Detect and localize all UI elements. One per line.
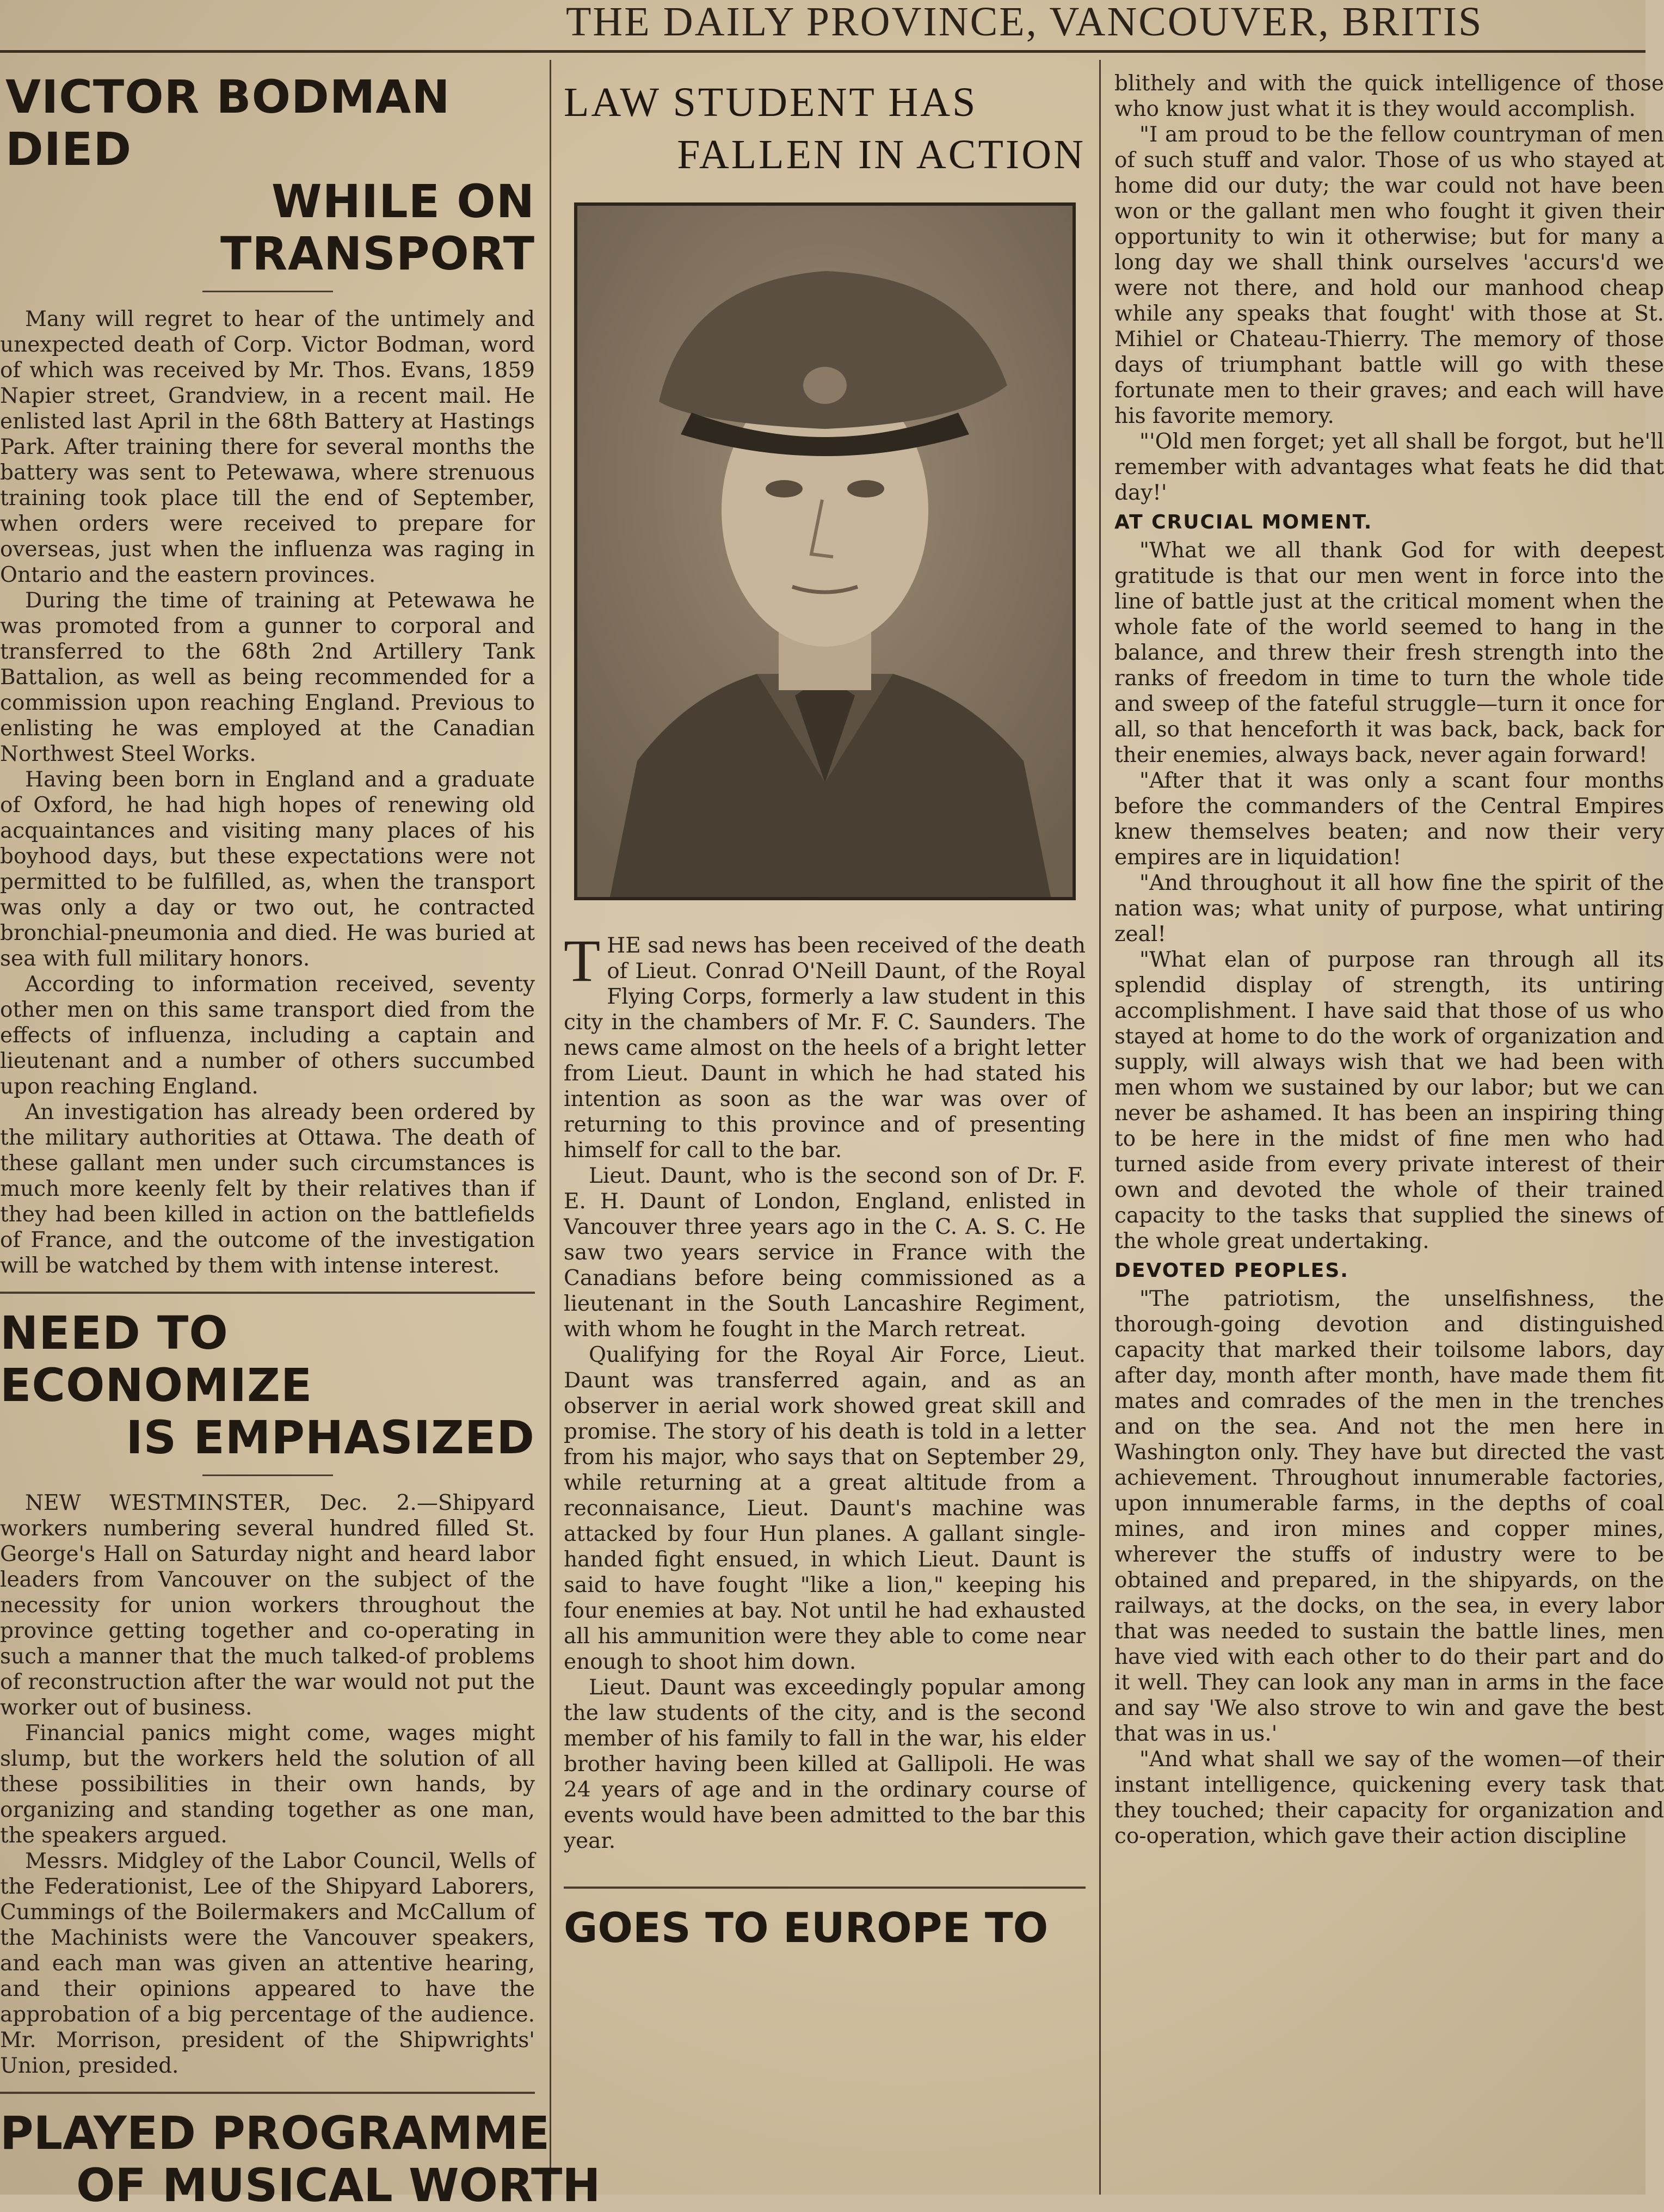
- portrait-soldier-image: [577, 206, 1073, 897]
- law-student-paragraph-1-text: HE sad news has been received of the death of Lieut. Conrad O'Neill Daunt, of the Royal Flying Corps, formerly a law student in this city in the chambers of Mr. F. C. Saunders. The news came almost on the heels of a bright letter from Lieut. Daunt in which he had stated his intention as soon as the war was over of returning to this province and of presenting himself for call to the bar.: [564, 933, 1086, 1163]
- speech-paragraph-3: "'Old men forget; yet all shall be forgot, but he'll remember with advantages what feats he did that day!': [1114, 429, 1664, 505]
- portrait-photo: [574, 202, 1076, 900]
- crucial-paragraph-4: "What elan of purpose ran through all its splendid display of strength, its untiring accomplishment. I have said that those of us who stayed at home to do the work of organization and supply, will always wish that we had been with men whom we sustained by our labor; but we can never be ashamed. It has been an inspiring thing to be here in the midst of fine men who had turned aside from every private interest of their own and devoted the whole of their trained capacity to the tasks that supplied the sinews of the whole great undertaking.: [1114, 948, 1664, 1254]
- headline-rule: [202, 1474, 333, 1476]
- headline-law-student-2: FALLEN IN ACTION: [677, 132, 1086, 177]
- column-left: [0, 60, 601, 2212]
- headline-bodman-2: WHILE ON TRANSPORT: [220, 175, 535, 280]
- economize-paragraph-1: NEW WESTMINSTER, Dec. 2.—Shipyard workers numbering several hundred filled St. George's Hall on Saturday night and heard labor leaders from Vancouver on the subject of the necessity for union workers throughout the province getting together and co-operating in such a manner that the much talked-of problems of reconstruction after the war would not put the worker out of business.: [0, 1491, 535, 1720]
- headline-law-student-1: LAW STUDENT HAS: [564, 79, 978, 125]
- speech-paragraph-2: "I am proud to be the fellow countryman of men of such stuff and valor. Those of us who stayed at home did our duty; the war could not have been won or the gallant men who fought it given their opportunity to win it otherwise; but for many a long day we shall think ourselves 'accurs'd we were not there, and hold our manhood cheap while any speaks that fought' with those at St. Mihiel or Chateau-Thierry. The memory of those days of triumphant battle will go with these fortunate men to their graves; and each will have his favorite memory.: [1114, 122, 1664, 428]
- crucial-paragraph-2: "After that it was only a scant four months before the commanders of the Central Empires knew themselves beaten; and now their very empires are in liquidation!: [1114, 769, 1664, 870]
- headline-bodman-1: VICTOR BODMAN DIED: [5, 70, 451, 176]
- law-student-paragraph-1: [564, 927, 1086, 1163]
- article-separator: [564, 1887, 1086, 1889]
- bodman-paragraph-2: During the time of training at Petewawa he was promoted from a gunner to corporal and transferred to the 68th 2nd Artillery Tank Battalion, as well as being recommended for a commission upon reaching England. Previous to enlisting he was employed at the Canadian Northwest Steel Works.: [0, 588, 535, 766]
- column-divider-1: [550, 60, 551, 2195]
- headline-programme-1: PLAYED PROGRAMME: [0, 2106, 550, 2160]
- column-divider-2: [1099, 60, 1101, 2195]
- column-middle: [560, 60, 1091, 2195]
- economize-paragraph-2: Financial panics might come, wages might slump, but the workers held the solution of all these possibilities in their own hands, by organizing and standing together as one man, the speakers argued.: [0, 1721, 535, 1848]
- law-student-paragraph-3: Qualifying for the Royal Air Force, Lieut. Daunt was transferred again, and as an observer in aerial work showed great skill and promise. The story of his death is told in a letter from his major, who says that on September 29, while returning at a great altitude from a reconnaisance, Lieut. Daunt's machine was attacked by four Hun planes. A gallant single-handed fight ensued, in which Lieut. Daunt is said to have fought "like a lion," keeping his four enemies at bay. Not until he had exhausted all his ammunition were they able to come near enough to shoot him down.: [564, 1343, 1086, 1674]
- headline-rule: [202, 291, 333, 292]
- bodman-paragraph-4: According to information received, seventy other men on this same transport died from the effects of influenza, including a captain and lieutenant and a number of others succumbed upon reaching England.: [0, 972, 535, 1099]
- headline-goes-to-europe: GOES TO EUROPE TO: [564, 1903, 1049, 1952]
- subhead-crucial-moment: AT CRUCIAL MOMENT.: [1114, 511, 1373, 533]
- bodman-paragraph-3: Having been born in England and a graduate of Oxford, he had high hopes of renewing old acquaintances and visiting many places of his boyhood days, but these expectations were not permitted to be fulfilled, as, when the transport was only a day or two out, he contracted bronchial-pneumonia and died. He was buried at sea with full military honors.: [0, 767, 535, 971]
- headline-economize-2: IS EMPHASIZED: [126, 1411, 535, 1464]
- article-separator: [0, 2092, 535, 2094]
- law-student-paragraph-2: Lieut. Daunt, who is the second son of Dr. F. E. H. Daunt of London, England, enlisted in Vancouver three years ago in the C. A. S. C. He saw two years service in France with the Canadians before being commissioned as a lieutenant in the South Lancashire Regiment, with whom he fought in the March retreat.: [564, 1164, 1086, 1342]
- devoted-paragraph-1: "The patriotism, the unselfishness, the thorough-going devotion and distinguished capacity that marked their toilsome labors, day after day, month after month, have made them fit mates and comrades of the men in the trenches and on the sea. And not the men here in Washington only. They have but directed the vast achievement. Throughout innumerable factories, upon innumerable farms, in the depths of coal mines, and iron mines and copper mines, wherever the stuffs of industry were to be obtained and prepared, in the shipyards, on the railways, at the docks, on the sea, in every labor that was needed to sustain the battle lines, men have vied with each other to do their part and do it well. They can look any man in arms in the face and say 'We also strove to win and gave the best that was in us.': [1114, 1287, 1664, 1746]
- masthead-rule: [0, 50, 1645, 53]
- headline-programme-2: OF MUSICAL WORTH: [76, 2159, 601, 2212]
- bodman-paragraph-1: Many will regret to hear of the untimely and unexpected death of Corp. Victor Bodman, word of which was received by Mr. Thos. Evans, 1859 Napier street, Grandview, in a recent mail. He enlisted last April in the 68th Battery at Hastings Park. After training there for several months the battery was sent to Petewawa, where strenuous training took place till the end of September, when orders were received to prepare for overseas, just when the influenza was raging in Ontario and the eastern provinces.: [0, 307, 535, 587]
- masthead: THE DAILY PROVINCE, VANCOUVER, BRITIS: [566, 0, 1483, 45]
- speech-paragraph-1: blithely and with the quick intelligence of those who know just what it is they would accomplish.: [1114, 71, 1664, 121]
- column-right: [1110, 60, 1664, 2195]
- law-student-paragraph-4: Lieut. Daunt was exceedingly popular among the law students of the city, and is the second member of his family to fall in the war, his elder brother having been killed at Gallipoli. He was 24 years of age and in the ordinary course of events would have been admitted to the bar this year.: [564, 1675, 1086, 1853]
- devoted-paragraph-2: "And what shall we say of the women—of their instant intelligence, quickening every task that they touched; their capacity for organization and co-operation, which gave their action discipline: [1114, 1747, 1664, 1848]
- subhead-devoted-peoples: DEVOTED PEOPLES.: [1114, 1259, 1349, 1282]
- crucial-paragraph-3: "And throughout it all how fine the spirit of the nation was; what unity of purpose, what untiring zeal!: [1114, 871, 1664, 947]
- article-separator: [0, 1292, 535, 1294]
- headline-economize-1: NEED TO ECONOMIZE: [0, 1306, 313, 1412]
- drop-cap: T: [564, 927, 601, 994]
- economize-paragraph-3: Messrs. Midgley of the Labor Council, Wells of the Federationist, Lee of the Shipyard Laborers, Cummings of the Boilermakers and McCallum of the Machinists were the Vancouver speakers, and each man was given an attentive hearing, and their opinions appeared to have the approbation of a big percentage of the audience. Mr. Morrison, president of the Shipwrights' Union, presided.: [0, 1849, 535, 2078]
- bodman-paragraph-5: An investigation has already been ordered by the military authorities at Ottawa. The death of these gallant men under such circumstances is much more keenly felt by their relatives than if they had been killed in action on the battlefields of France, and the outcome of the investigation will be watched by them with intense interest.: [0, 1100, 535, 1278]
- crucial-paragraph-1: "What we all thank God for with deepest gratitude is that our men went in force into the line of battle just at the critical moment when the whole fate of the world seemed to hang in the balance, and threw their fresh strength into the ranks of freedom in time to turn the whole tide and sweep of the fateful struggle—turn it once for all, so that henceforth it was back, back, back for their enemies, always back, never again forward!: [1114, 538, 1664, 767]
